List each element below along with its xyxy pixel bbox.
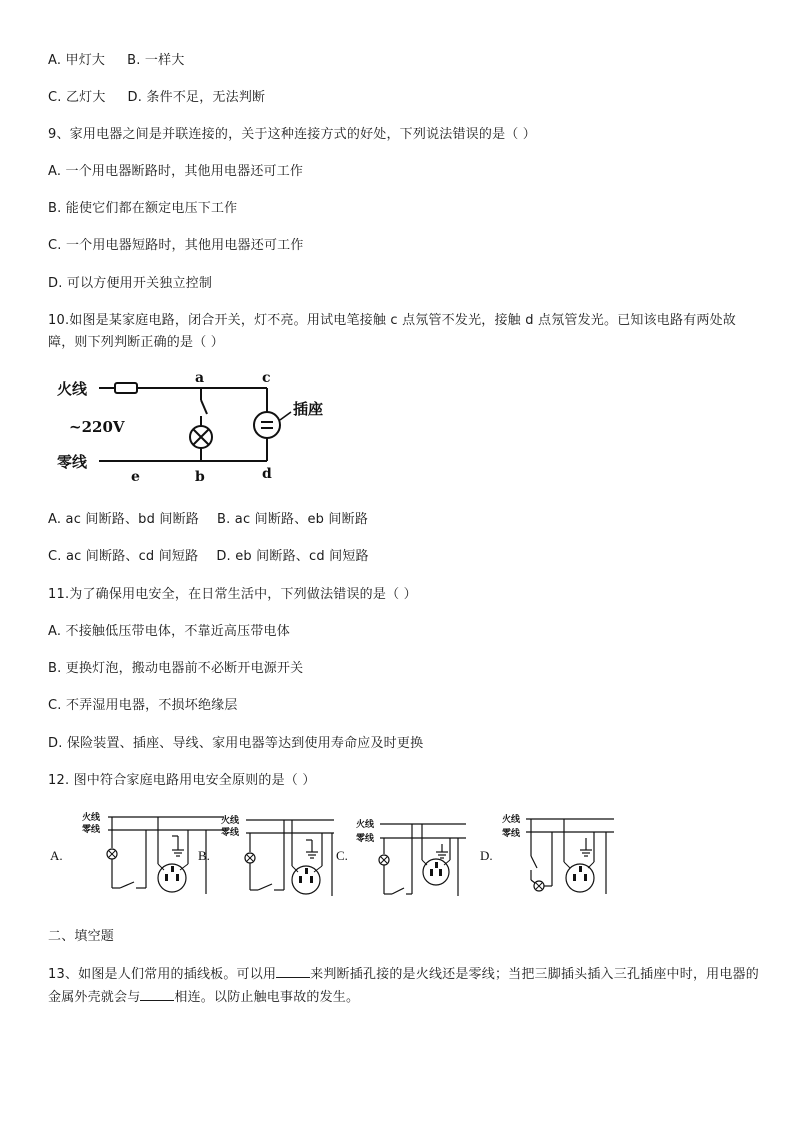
q8-option-a: A. 甲灯大 <box>48 53 106 68</box>
q12-b-live-label: 火线 <box>221 816 240 826</box>
q10-stem: 10.如图是某家庭电路，闭合开关，灯不亮。用试电笔接触 c 点氖管不发光，接触 d 点氖管发光。已知该电路有两处故障，则下列判断正确的是（ ） <box>48 313 737 350</box>
q11-option-d: D. 保险装置、插座、导线、家用电器等达到使用寿命应及时更换 <box>48 736 424 751</box>
q8-option-row-1 <box>48 52 185 70</box>
point-b-label: b <box>195 469 205 485</box>
switch-icon <box>201 400 207 414</box>
q12-circuits-svg <box>46 808 626 906</box>
q9-option-c: C. 一个用电器短路时，其他用电器还可工作 <box>48 238 304 253</box>
q12-stem: 12. 图中符合家庭电路用电安全原则的是（ ） <box>48 773 316 788</box>
q12-a-live-label: 火线 <box>82 813 101 823</box>
q10-option-b: B. ac 间断路、eb 间断路 <box>217 512 369 527</box>
q13-blank-1[interactable] <box>276 963 310 978</box>
q11-option-c: C. 不弄湿用电器，不损坏绝缘层 <box>48 698 238 713</box>
q10-option-d: D. eb 间断路、cd 间短路 <box>216 549 369 564</box>
q12-a-switch-icon <box>120 882 134 888</box>
point-e-label: e <box>131 469 140 485</box>
q12-c-switch-icon <box>392 888 404 894</box>
q10-option-row-1 <box>48 511 368 529</box>
q12-a-neutral-label: 零线 <box>82 825 101 835</box>
point-c-label: c <box>262 370 271 386</box>
q11-option-b: B. 更换灯泡，搬动电器前不必断开电源开关 <box>48 661 304 676</box>
q13-stem <box>48 963 760 1009</box>
q12-b-switch-icon <box>258 884 272 890</box>
live-wire-label: 火线 <box>57 380 88 398</box>
q9-option-a: A. 一个用电器断路时，其他用电器还可工作 <box>48 164 304 179</box>
q10-circuit-svg <box>55 368 345 488</box>
q8-option-d: D. 条件不足，无法判断 <box>127 90 266 105</box>
q12-circuit-c <box>336 818 466 896</box>
q9-option-d: D. 可以方便用开关独立控制 <box>48 276 213 291</box>
q8-option-row-2 <box>48 89 265 107</box>
q11-stem: 11.为了确保用电安全，在日常生活中，下列做法错误的是（ ） <box>48 587 417 602</box>
q9-stem: 9、家用电器之间是并联连接的，关于这种连接方式的好处，下列说法错误的是（ ） <box>48 127 537 142</box>
q12-b-neutral-label: 零线 <box>221 828 240 838</box>
q8-option-b: B. 一样大 <box>127 53 185 68</box>
q13-blank-2[interactable] <box>140 986 174 1001</box>
q10-option-row-2 <box>48 548 369 566</box>
q11-option-a: A. 不接触低压带电体，不靠近高压带电体 <box>48 624 290 639</box>
q10-option-a: A. ac 间断路、bd 间断路 <box>48 512 200 527</box>
socket-icon <box>254 412 280 438</box>
voltage-label: ~220V <box>69 418 125 436</box>
q13-text-part2: 来判断插孔接的是火线还是零线；当把三脚插头插入三孔插座中时，用电器的金属外壳就会与 <box>48 967 759 1005</box>
neutral-wire-label: 零线 <box>57 453 88 471</box>
q12-label-d: D. <box>480 848 493 863</box>
q12-d-live-label: 火线 <box>502 815 521 825</box>
q12-d-switch-icon <box>531 856 537 868</box>
q12-label-a: A. <box>50 848 63 863</box>
q12-label-b: B. <box>198 848 210 863</box>
socket-label: 插座 <box>293 400 324 418</box>
q12-c-live-label: 火线 <box>356 820 375 830</box>
q10-option-c: C. ac 间断路、cd 间短路 <box>48 549 199 564</box>
fuse-icon <box>115 383 137 393</box>
q12-label-c: C. <box>336 848 348 863</box>
q12-c-neutral-label: 零线 <box>356 834 375 844</box>
q13-text-part1: 13、如图是人们常用的插线板。可以用 <box>48 967 277 982</box>
q12-circuit-d <box>480 813 614 894</box>
q8-option-c: C. 乙灯大 <box>48 90 106 105</box>
q12-circuit-b <box>198 814 334 896</box>
q12-d-neutral-label: 零线 <box>502 829 521 839</box>
point-d-label: d <box>262 466 272 482</box>
point-a-label: a <box>195 370 205 386</box>
q9-option-b: B. 能使它们都在额定电压下工作 <box>48 201 238 216</box>
q12-circuit-options <box>46 808 626 910</box>
section-title-fill-in: 二、填空题 <box>48 929 115 944</box>
q10-circuit-diagram <box>55 368 345 492</box>
q13-text-part3: 相连。以防止触电事故的发生。 <box>174 990 360 1005</box>
